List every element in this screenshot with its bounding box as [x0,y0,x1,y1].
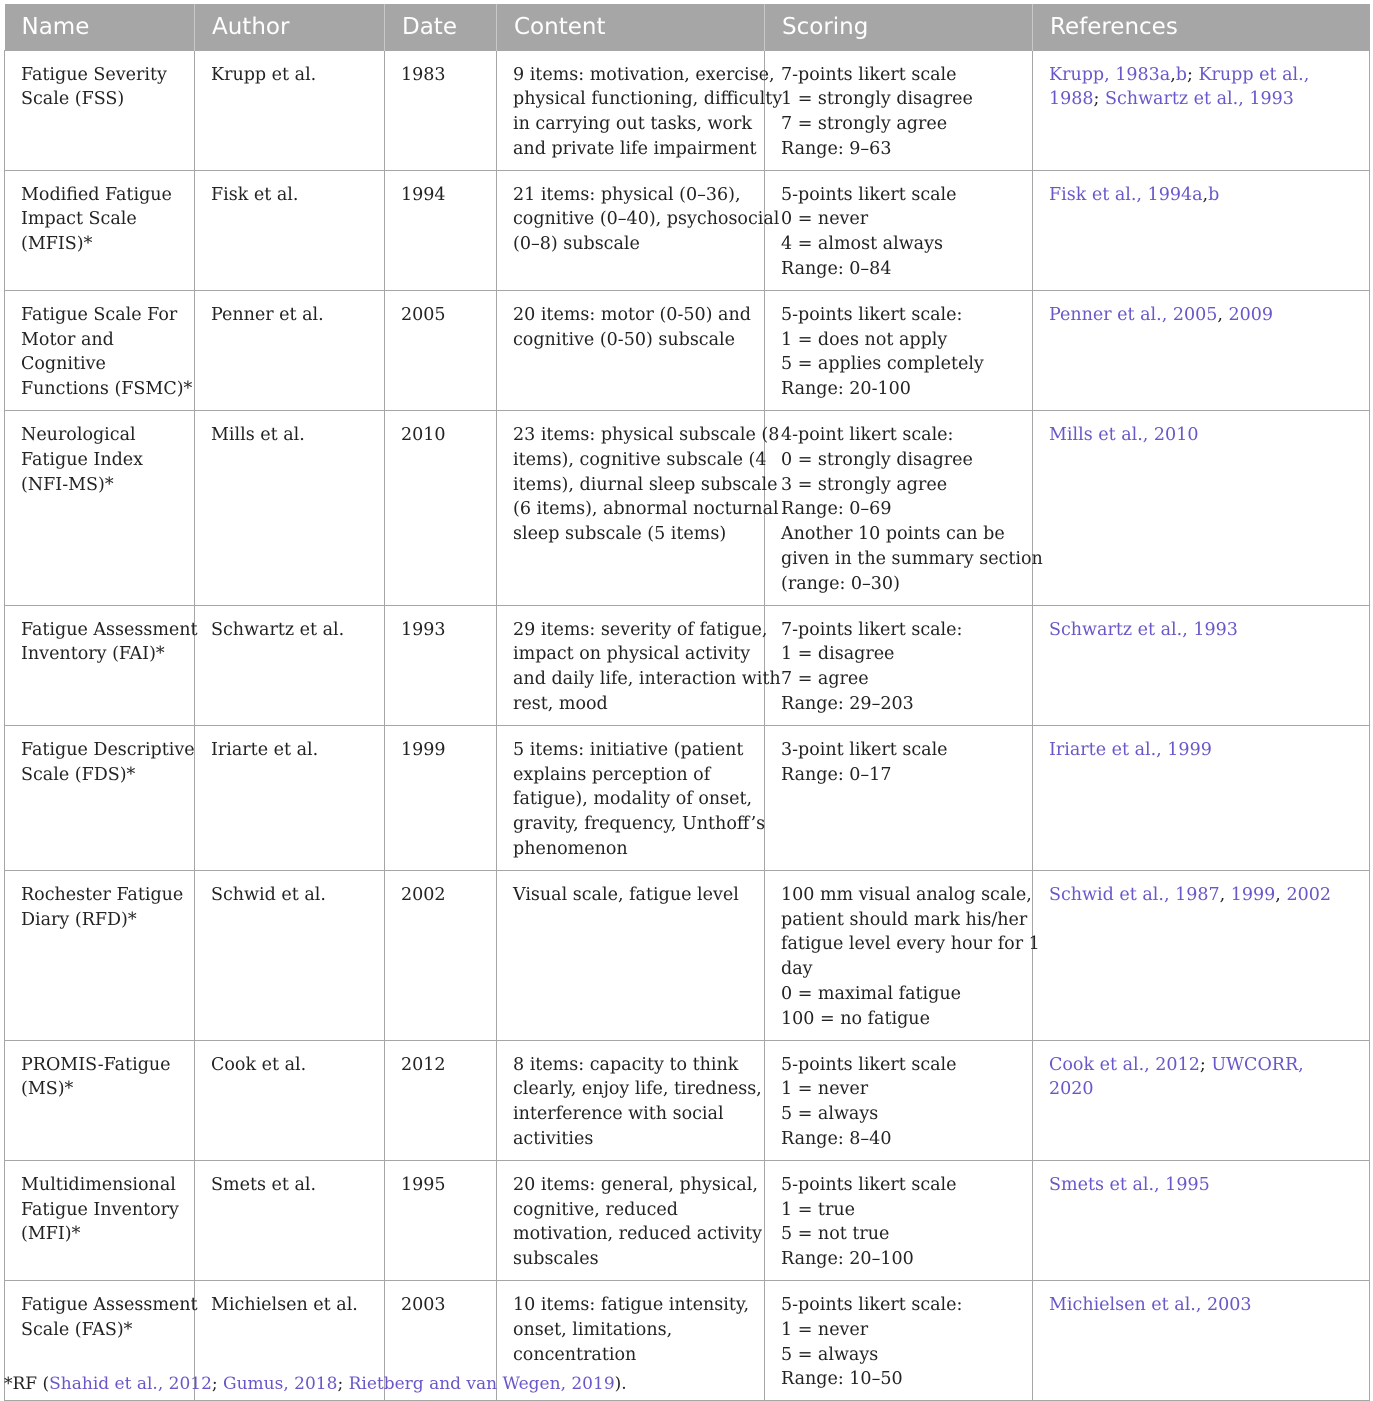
cell-name-line: Multidimensional [21,1174,176,1195]
reference-link[interactable]: Iriarte et al., 1999 [1049,739,1212,760]
cell-scoring [765,725,1033,870]
table-header-row [5,4,1370,50]
cell-date: 2002 [385,870,497,1040]
cell-name-line: Fatigue Index [21,449,144,470]
table-row [5,50,1370,170]
cell-content-line: (6 items), abnormal nocturnal [513,499,779,520]
cell-scoring-line: 7 = agree [781,669,869,690]
reference-link[interactable]: Mills et al., 2010 [1049,425,1199,446]
cell-content-line: interference with social [513,1104,724,1125]
cell-author: Penner et al. [195,290,385,410]
cell-content-line: (0–8) subscale [513,234,640,255]
cell-name-line: Impact Scale [21,209,137,230]
cell-scoring-line: 100 = no fatigue [781,1008,930,1029]
cell-content-line: in carrying out tasks, work [513,114,752,135]
cell-content-line: and daily life, interaction with [513,669,781,690]
table-footnote [4,1374,627,1394]
cell-content-line: cognitive, reduced [513,1199,678,1220]
footnote-text: ). [614,1374,627,1394]
cell-author: Michielsen et al. [195,1280,385,1400]
reference-link[interactable]: 1988 [1049,89,1094,110]
table-row [5,725,1370,870]
cell-content [497,50,783,170]
cell-name-line: Scale (FDS)* [21,764,136,785]
reference-link[interactable]: UWCORR, [1211,1054,1304,1075]
cell-scoring-line: 5-points likert scale: [781,304,963,325]
reference-line [1049,63,1353,88]
cell-content-line: gravity, frequency, Unthoff’s [513,814,766,835]
cell-references [1033,870,1370,1040]
cell-content-line: phenomenon [513,839,628,860]
reference-link[interactable]: Krupp, 1983a [1049,64,1171,85]
cell-content-line: 5 items: initiative (patient [513,739,744,760]
cell-name-line: (MS)* [21,1079,74,1100]
reference-line [1049,1077,1353,1102]
cell-scoring-line: 1 = does not apply [781,329,948,350]
cell-scoring-line: 5-points likert scale: [781,1294,963,1315]
cell-date: 2010 [385,411,497,606]
cell-scoring-line: given in the summary section [781,549,1043,570]
reference-link[interactable]: 1999 [1230,884,1276,905]
cell-name-line: Modified Fatigue [21,184,172,205]
cell-scoring-line: 7 = strongly agree [781,114,948,135]
table-row [5,290,1370,410]
cell-scoring-line: 5-points likert scale [781,1054,957,1075]
reference-separator: , [1219,884,1231,905]
header-content: Content [497,4,765,50]
cell-content [497,290,765,410]
cell-date: 2012 [385,1040,497,1160]
cell-content-line: onset, limitations, [513,1319,673,1340]
cell-name [5,1040,195,1160]
cell-content-line: 23 items: physical subscale (8 [513,425,780,446]
cell-author: Schwartz et al. [195,605,385,725]
cell-name [5,1160,195,1280]
reference-link[interactable]: Cook et al., 2012 [1049,1054,1200,1075]
cell-scoring [765,50,1033,170]
header-date: Date [385,4,497,50]
cell-content-line: rest, mood [513,694,608,715]
cell-name [5,725,195,870]
reference-link[interactable]: 2020 [1049,1079,1094,1100]
reference-link[interactable]: Schwid et al., 1987 [1049,884,1220,905]
cell-scoring-line: Range: 29–203 [781,694,914,715]
reference-separator: , [1202,184,1209,205]
cell-name-line: (MFIS)* [21,234,93,255]
cell-scoring [765,411,1043,606]
cell-scoring-line: 5-points likert scale [781,184,957,205]
cell-content-line: sleep subscale (5 items) [513,524,727,545]
cell-name-line: Rochester Fatigue [21,884,184,905]
cell-name-line: Diary (RFD)* [21,909,137,930]
cell-content [497,1040,765,1160]
cell-scoring-line: fatigue level every hour for 1 [781,934,1040,955]
cell-name-line: Functions (FSMC)* [21,379,193,400]
cell-scoring [765,1040,1033,1160]
reference-line [1049,87,1353,112]
cell-date: 1995 [385,1160,497,1280]
cell-references [1033,290,1370,410]
cell-scoring-line: 1 = never [781,1319,869,1340]
cell-scoring-line: Range: 10–50 [781,1369,903,1390]
cell-scoring-line: 4-point likert scale: [781,425,954,446]
cell-name-line: Fatigue Severity [21,64,167,85]
cell-references [1033,1160,1370,1280]
cell-content-line: 8 items: capacity to think [513,1054,739,1075]
cell-name-line: (NFI-MS)* [21,474,114,495]
cell-name-line: Fatigue Scale For [21,304,178,325]
cell-content-line: 10 items: fatigue intensity, [513,1294,750,1315]
footnote-reference-link[interactable]: Gumus, 2018 [223,1374,338,1394]
cell-content [497,1160,765,1280]
footnote-reference-link[interactable]: Shahid et al., 2012 [49,1374,212,1394]
cell-author: Cook et al. [195,1040,385,1160]
footnote-text: ; [211,1374,224,1394]
reference-link[interactable]: 2002 [1286,884,1331,905]
cell-scoring-line: 1 = disagree [781,644,895,665]
cell-content-line: subscales [513,1249,599,1270]
reference-line [1049,738,1353,763]
cell-name [5,605,198,725]
cell-scoring-line: (range: 0–30) [781,573,900,594]
cell-date: 2005 [385,290,497,410]
cell-content [497,411,780,606]
cell-name [5,411,195,606]
cell-name-line: Fatigue Assessment [21,1294,198,1315]
reference-link[interactable]: b [1175,64,1187,85]
cell-content-line: 29 items: severity of fatigue, [513,619,768,640]
reference-link[interactable]: Michielsen et al., 2003 [1049,1294,1252,1315]
reference-link[interactable]: b [1208,184,1220,205]
reference-line [1049,1173,1353,1198]
table-row [5,170,1370,290]
cell-date: 1993 [385,605,497,725]
cell-content-line: concentration [513,1344,637,1365]
reference-link[interactable]: Fisk et al., 1994a [1049,184,1203,205]
cell-scoring-line: 1 = true [781,1199,855,1220]
header-scoring: Scoring [765,4,1033,50]
reference-link[interactable]: 2009 [1228,304,1274,325]
cell-name-line: Fatigue Descriptive [21,739,195,760]
cell-content-line: cognitive (0–40), psychosocial [513,209,780,230]
cell-scoring-line: 5 = always [781,1104,879,1125]
cell-scoring-line: 5 = not true [781,1224,890,1245]
cell-content [497,725,765,870]
cell-author: Smets et al. [195,1160,385,1280]
reference-link[interactable]: Schwartz et al., 1993 [1105,89,1294,110]
reference-line [1049,423,1353,448]
cell-author: Iriarte et al. [195,725,385,870]
cell-name-line: Fatigue Assessment [21,619,198,640]
footnote-text: ; [337,1374,349,1394]
cell-scoring-line: 5 = always [781,1344,879,1365]
cell-scoring [765,170,1033,290]
cell-scoring-line: Range: 20–100 [781,1249,914,1270]
table-row [5,1160,1370,1280]
cell-scoring-line: 5 = applies completely [781,354,984,375]
cell-scoring-line: Range: 0–69 [781,499,892,520]
cell-content-line: and private life impairment [513,138,757,159]
cell-content-line: Visual scale, fatigue level [513,884,739,905]
reference-line [1049,1053,1353,1078]
header-author: Author [195,4,385,50]
fatigue-scales-table [4,4,1370,1401]
cell-date: 1983 [385,50,497,170]
cell-scoring-line: Range: 8–40 [781,1128,892,1149]
cell-content-line: 9 items: motivation, exercise, [513,64,775,85]
cell-content-line: cognitive (0-50) subscale [513,329,735,350]
cell-references [1033,170,1370,290]
cell-scoring-line: 4 = almost always [781,234,943,255]
cell-name-line: Inventory (FAI)* [21,644,165,665]
cell-scoring-line: 7-points likert scale [781,64,957,85]
cell-scoring-line: 5-points likert scale [781,1174,957,1195]
reference-line [1049,883,1353,908]
cell-content-line: 21 items: physical (0–36), [513,184,741,205]
cell-name [5,290,195,410]
cell-scoring [765,605,1033,725]
reference-line [1049,1293,1353,1318]
table-row [5,411,1370,606]
cell-content [497,870,765,1040]
cell-scoring-line: 0 = strongly disagree [781,449,973,470]
cell-name-line: Scale (FAS)* [21,1319,133,1340]
cell-content-line: 20 items: general, physical, [513,1174,758,1195]
cell-scoring-line: 3 = strongly agree [781,474,948,495]
cell-scoring-line: 3-point likert scale [781,739,948,760]
cell-scoring-line: Range: 20-100 [781,379,911,400]
cell-content-line: motivation, reduced activity [513,1224,763,1245]
cell-scoring-line: 100 mm visual analog scale, [781,884,1032,905]
header-name: Name [5,4,195,50]
reference-separator: ; [1199,1054,1212,1075]
cell-scoring-line: Range: 9–63 [781,138,892,159]
cell-author: Fisk et al. [195,170,385,290]
reference-separator: ; [1093,89,1106,110]
table-row [5,870,1370,1040]
cell-scoring-line: 0 = never [781,209,869,230]
cell-name [5,870,195,1040]
cell-name-line: Fatigue Inventory [21,1199,179,1220]
footnote-reference-link[interactable]: Rietberg and van Wegen, 2019 [348,1374,615,1394]
cell-content-line: explains perception of [513,764,711,785]
table-row [5,1040,1370,1160]
cell-scoring-line: day [781,959,813,980]
cell-references [1033,1040,1370,1160]
cell-author: Mills et al. [195,411,385,606]
cell-content-line: impact on physical activity [513,644,751,665]
cell-name-line: PROMIS-Fatigue [21,1054,171,1075]
cell-name [5,170,195,290]
cell-scoring [765,290,1033,410]
header-references: References [1033,4,1370,50]
cell-content [497,605,781,725]
cell-name-line: Cognitive [21,354,106,375]
table-row [5,605,1370,725]
cell-references [1033,411,1370,606]
cell-scoring-line: patient should mark his/her [781,909,1028,930]
cell-content-line: clearly, enjoy life, tiredness, [513,1079,762,1100]
reference-link[interactable]: Schwartz et al., 1993 [1049,619,1238,640]
cell-date: 1999 [385,725,497,870]
table-body [5,50,1370,1401]
cell-references [1033,725,1370,870]
reference-link[interactable]: Penner et al., 2005 [1049,304,1218,325]
cell-name-line: Scale (FSS) [21,89,125,110]
cell-scoring-line: Another 10 points can be [781,524,1005,545]
cell-name-line: Motor and [21,329,114,350]
reference-link[interactable]: Smets et al., 1995 [1049,1174,1210,1195]
cell-content [497,170,780,290]
cell-content-line: activities [513,1128,594,1149]
cell-date: 2003 [385,1280,497,1400]
reference-line [1049,618,1353,643]
cell-name-line: (MFI)* [21,1224,81,1245]
reference-separator: , [1170,64,1176,85]
reference-separator: ; [1187,64,1199,85]
reference-line [1049,183,1353,208]
cell-scoring-line: 0 = maximal fatigue [781,984,961,1004]
cell-date: 1994 [385,170,497,290]
cell-content-line: items), diurnal sleep subscale [513,474,778,495]
reference-separator: , [1217,304,1229,325]
reference-line [1049,303,1353,328]
reference-separator: , [1275,884,1287,905]
reference-link[interactable]: Krupp et al., [1198,64,1310,85]
cell-author: Krupp et al. [195,50,385,170]
cell-scoring [765,1280,1033,1400]
cell-author: Schwid et al. [195,870,385,1040]
cell-content-line: items), cognitive subscale (4 [513,449,767,470]
cell-scoring-line: Range: 0–84 [781,259,892,280]
footnote-text: *RF ( [4,1374,50,1394]
fatigue-scales-table-container [4,4,1369,1401]
cell-scoring-line: Range: 0–17 [781,764,892,785]
cell-references [1033,1280,1370,1400]
cell-scoring-line: 1 = strongly disagree [781,89,973,110]
cell-name-line: Neurological [21,425,136,446]
cell-references [1033,605,1370,725]
cell-scoring-line: 7-points likert scale: [781,619,963,640]
cell-content-line: fatigue), modality of onset, [513,789,753,810]
cell-scoring-line: 1 = never [781,1079,869,1100]
cell-name [5,50,195,170]
cell-content-line: 20 items: motor (0-50) and [513,304,751,325]
cell-content-line: physical functioning, difficulty [513,89,783,110]
cell-scoring [765,870,1040,1040]
cell-scoring [765,1160,1033,1280]
cell-references [1033,50,1370,170]
